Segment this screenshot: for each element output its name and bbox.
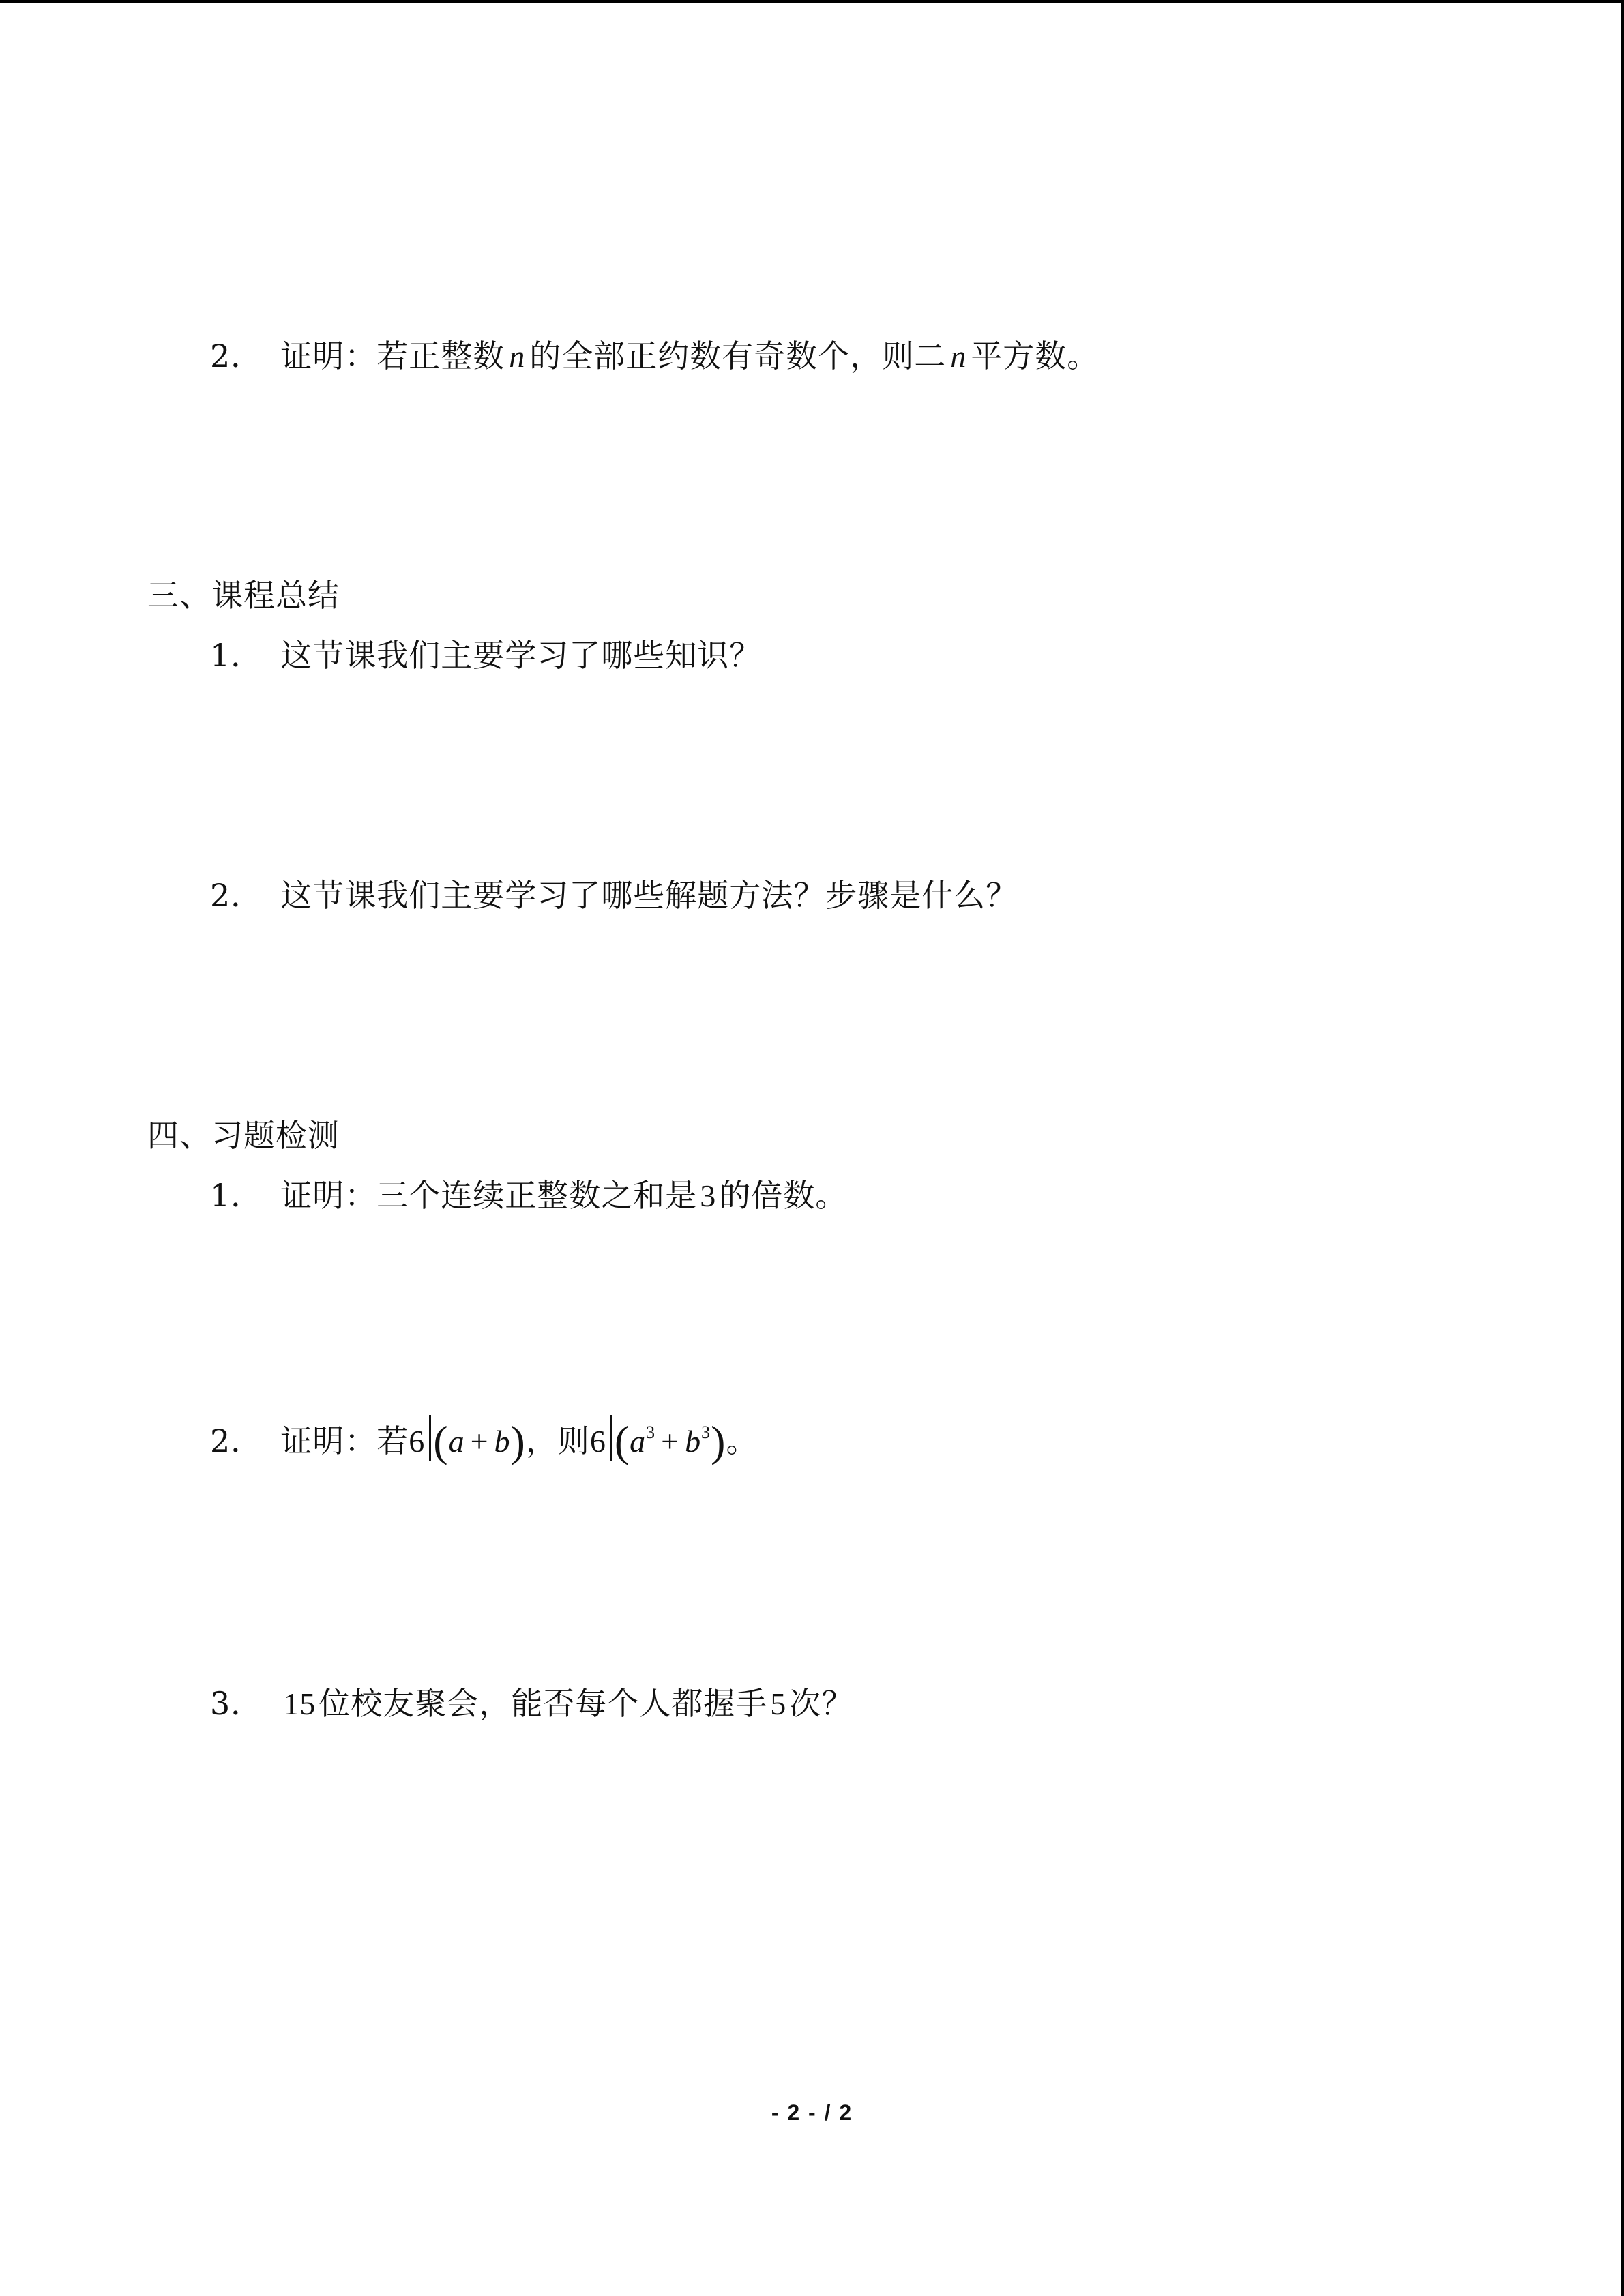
math-exponent: 3	[646, 1422, 656, 1442]
question-text: 的全部正约数有奇数个，则二	[529, 338, 947, 374]
question-text: ，则	[525, 1422, 590, 1459]
page-number: - 2 - / 2	[771, 2100, 853, 2125]
number-5: 5	[770, 1686, 787, 1721]
math-plus: +	[470, 1424, 489, 1459]
question-number: 2．	[210, 338, 263, 374]
variable-n: n	[950, 339, 967, 374]
page-top-border	[0, 0, 1624, 3]
left-paren: (	[614, 1417, 630, 1465]
math-a: a	[630, 1424, 647, 1459]
question-section4-q2	[210, 1415, 758, 1465]
question-text: 证明：三个连续正整数之和是	[280, 1177, 698, 1214]
question-number: 1．	[210, 637, 263, 674]
question-text: 证明：若正整数	[280, 338, 505, 374]
page-right-border	[1621, 0, 1624, 2296]
question-section3-q1	[210, 635, 761, 676]
question-text: 。	[726, 1422, 758, 1459]
math-plus: +	[661, 1424, 680, 1459]
math-b: b	[494, 1424, 511, 1459]
left-paren: (	[433, 1417, 449, 1465]
question-section4-q1	[210, 1175, 847, 1217]
section-heading-exercises: 四、习题检测	[147, 1117, 340, 1154]
number-15: 15	[283, 1686, 316, 1721]
section-heading-summary: 三、课程总结	[147, 577, 340, 614]
question-text: 证明：若	[280, 1422, 409, 1459]
question-text: 次？	[789, 1685, 854, 1722]
divides-bar	[429, 1415, 431, 1461]
math-divides-cubes	[589, 1415, 726, 1465]
math-a: a	[448, 1424, 465, 1459]
math-exponent: 3	[701, 1422, 711, 1442]
math-six: 6	[409, 1424, 426, 1459]
question-number: 3．	[210, 1685, 263, 1722]
math-b: b	[685, 1424, 702, 1459]
question-text: 这节课我们主要学习了哪些解题方法？步骤是什么？	[280, 877, 1018, 914]
question-text: 的倍数。	[719, 1177, 848, 1214]
right-paren: )	[711, 1417, 726, 1465]
math-six: 6	[589, 1424, 606, 1459]
divides-bar	[610, 1415, 612, 1461]
question-number: 2．	[210, 1422, 263, 1459]
variable-n: n	[509, 339, 526, 374]
question-number: 2．	[210, 877, 263, 914]
question-text: 这节课我们主要学习了哪些知识？	[280, 637, 762, 674]
question-section4-q3	[210, 1683, 853, 1725]
right-paren: )	[510, 1417, 526, 1465]
question-text: 位校友聚会，能否每个人都握手	[319, 1685, 768, 1722]
question-number: 1．	[210, 1177, 263, 1214]
question-section3-q2	[210, 875, 1018, 916]
number-3: 3	[700, 1178, 717, 1213]
question-text: 平方数。	[971, 338, 1099, 374]
math-divides-a-plus-b	[409, 1415, 526, 1465]
question-section2-q2	[210, 336, 1099, 377]
